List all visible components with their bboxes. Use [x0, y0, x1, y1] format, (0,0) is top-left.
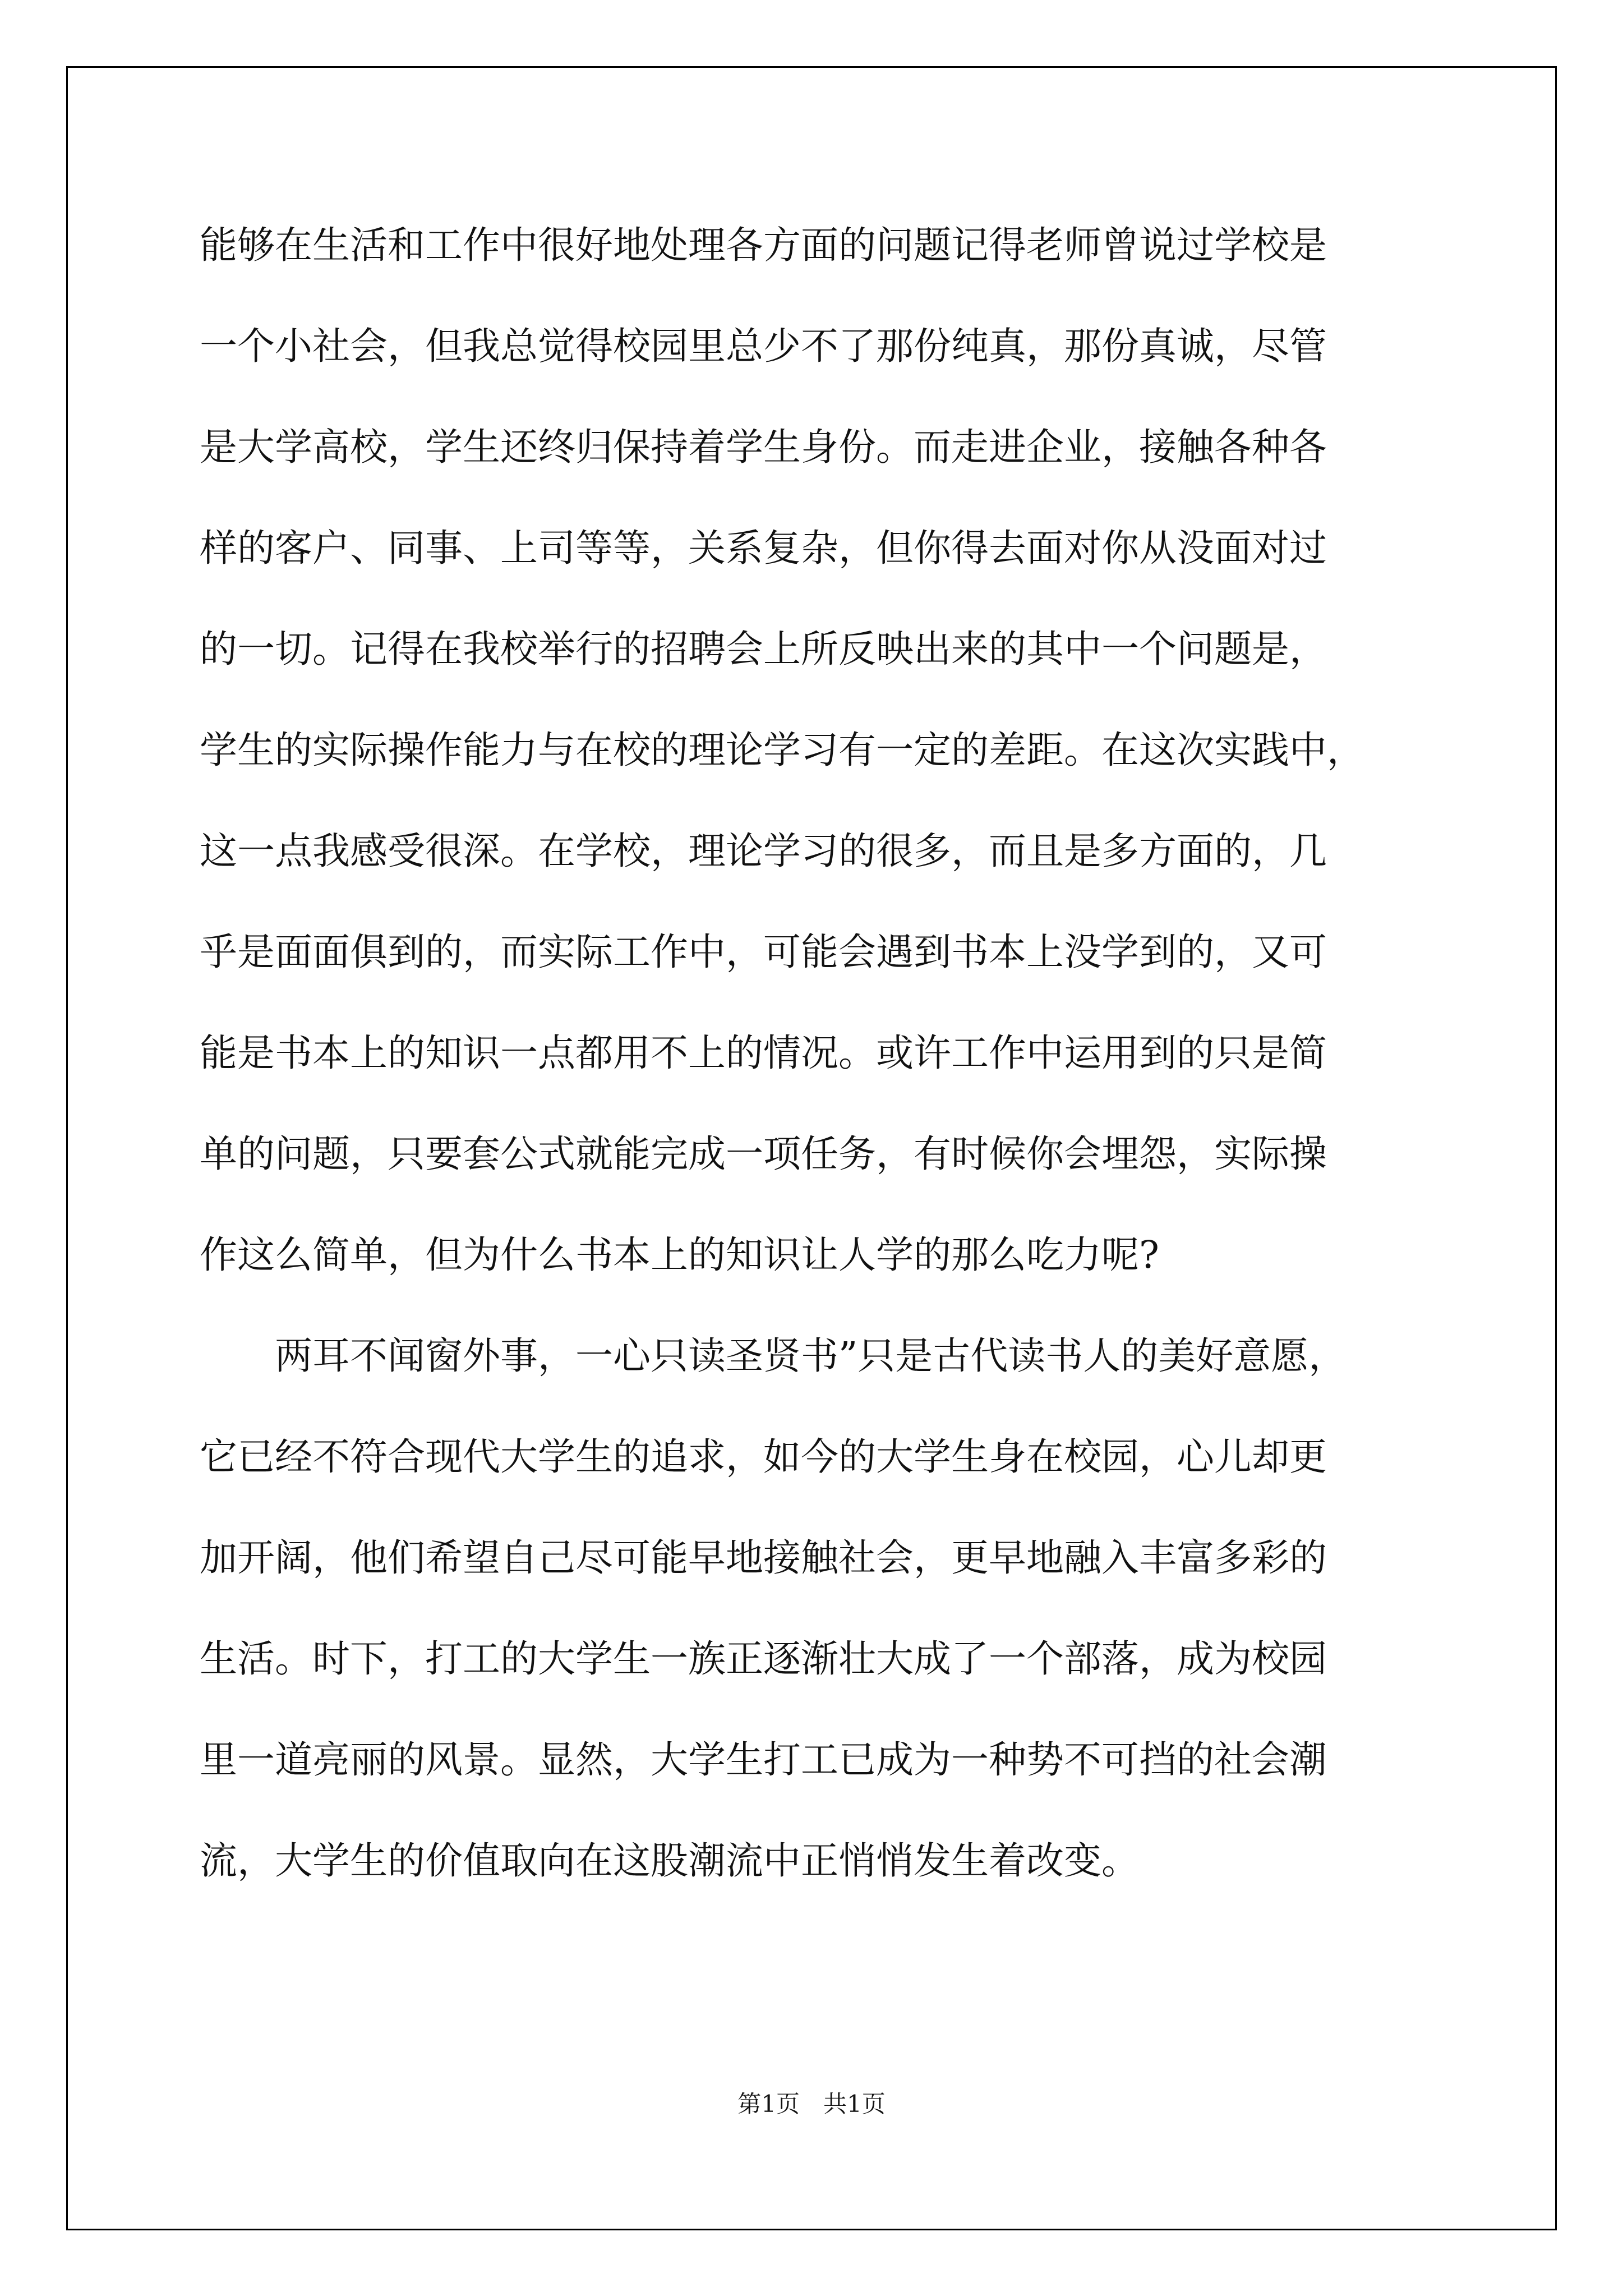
text-line: 单的问题，只要套公式就能完成一项任务，有时候你会埋怨，实际操 — [200, 1132, 1327, 1176]
page-number-footer: 第1页 共1页 — [737, 2090, 886, 2118]
text-line: 乎是面面俱到的，而实际工作中，可能会遇到书本上没学到的，又可 — [200, 930, 1327, 974]
text-line: 的一切。记得在我校举行的招聘会上所反映出来的其中一个问题是， — [200, 627, 1327, 671]
paragraph-first-line: 两耳不闻窗外事，一心只读圣贤书”只是古代读书人的美好意愿， — [275, 1334, 1347, 1378]
text-line: 样的客户、同事、上司等等，关系复杂，但你得去面对你从没面对过 — [200, 526, 1327, 570]
text-line: 生活。时下，打工的大学生一族正逐渐壮大成了一个部落，成为校园 — [200, 1637, 1327, 1681]
text-line: 一个小社会，但我总觉得校园里总少不了那份纯真，那份真诚，尽管 — [200, 324, 1327, 368]
text-line: 它已经不符合现代大学生的追求，如今的大学生身在校园，心儿却更 — [200, 1435, 1327, 1479]
text-line: 学生的实际操作能力与在校的理论学习有一定的差距。在这次实践中， — [200, 728, 1364, 772]
text-line: 作这么简单，但为什么书本上的知识让人学的那么吃力呢? — [200, 1233, 1159, 1277]
text-line: 这一点我感受很深。在学校，理论学习的很多，而且是多方面的，几 — [200, 829, 1327, 873]
text-line: 加开阔，他们希望自己尽可能早地接触社会，更早地融入丰富多彩的 — [200, 1536, 1327, 1580]
text-line: 是大学高校，学生还终归保持着学生身份。而走进企业，接触各种各 — [200, 425, 1327, 469]
text-line: 能是书本上的知识一点都用不上的情况。或许工作中运用到的只是简 — [200, 1031, 1327, 1075]
text-line: 能够在生活和工作中很好地处理各方面的问题记得老师曾说过学校是 — [200, 223, 1327, 267]
text-line: 流，大学生的价值取向在这股潮流中正悄悄发生着改变。 — [200, 1839, 1139, 1883]
text-line: 里一道亮丽的风景。显然，大学生打工已成为一种势不可挡的社会潮 — [200, 1738, 1327, 1782]
